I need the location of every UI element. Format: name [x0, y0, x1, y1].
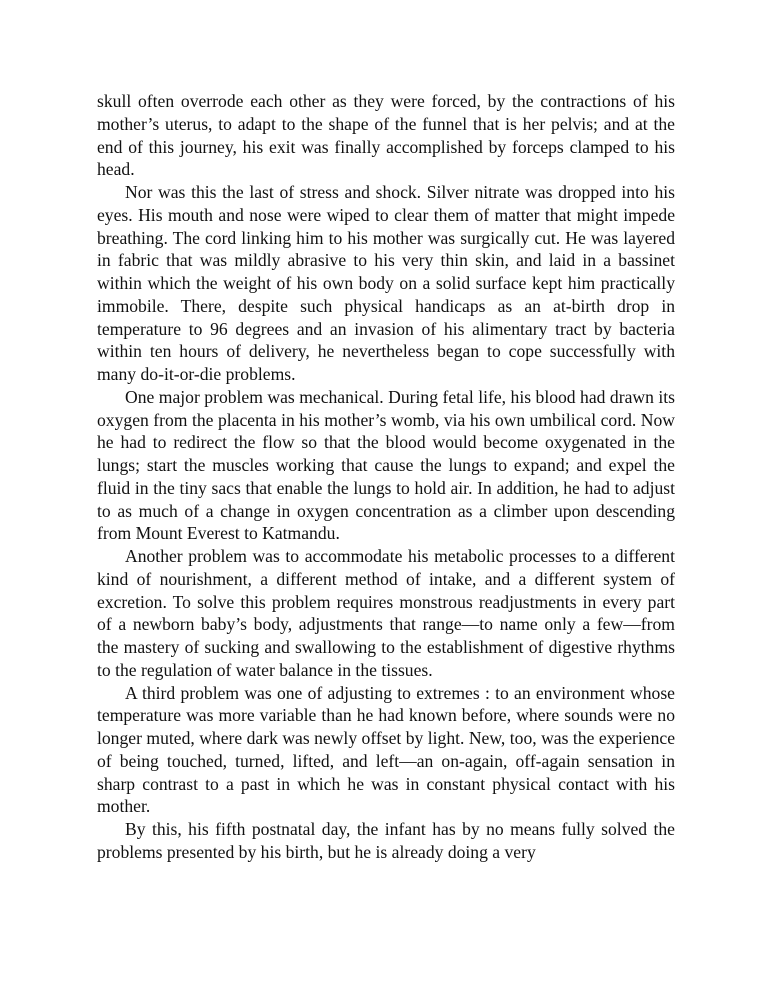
paragraph-continued: skull often overrode each other as they were forced, by the contractions of his mother’s uterus, to adapt to the shape of the funnel that is her pelvis; and at the end of this journey, his exit was finally accomplished by forceps clamped to his head.	[97, 91, 675, 180]
paragraph-fifth-day: By this, his fifth postnatal day, the infant has by no means fully solved the problems presented by his birth, but he is already doing a very	[97, 819, 675, 862]
page-body	[97, 90, 675, 864]
paragraph-extremes-problem: A third problem was one of adjusting to extremes : to an environment whose temperature was more variable than he had known before, where sounds were no longer muted, where dark was newly offset by light. New, too, was the experience of being touched, turned, lifted, and left—an on-again, off-again sensation in sharp contrast to a past in which he was in constant physical contact with his mother.	[97, 682, 675, 817]
paragraph-stress-and-shock: Nor was this the last of stress and shock. Silver nitrate was dropped into his eyes. His mouth and nose were wiped to clear them of matter that might impede breathing. The cord linking him to his mother was surgically cut. He was layered in fabric that was mildly abrasive to his very thin skin, and laid in a bassinet within which the weight of his own body on a solid surface kept him practically immobile. There, despite such physical handicaps as an at-birth drop in temperature to 96 degrees and an invasion of his alimentary tract by bacteria within ten hours of delivery, he nevertheless began to cope successfully with many do-it-or-die problems.	[97, 182, 675, 384]
paragraph-mechanical-problem: One major problem was mechanical. During fetal life, his blood had drawn its oxygen from the placenta in his mother’s womb, via his own umbilical cord. Now he had to redirect the flow so that the blood would become oxygenated in the lungs; start the muscles working that cause the lungs to expand; and expel the fluid in the tiny sacs that enable the lungs to hold air. In addition, he had to adjust to as much of a change in oxygen concentration as a climber upon descending from Mount Everest to Katmandu.	[97, 386, 675, 544]
paragraph-metabolic-problem: Another problem was to accommodate his metabolic processes to a different kind of nourishment, a different method of intake, and a different system of excretion. To solve this problem requires monstrous readjustments in every part of a newborn baby’s body, adjustments that range—to name only a few—from the mastery of sucking and swallowing to the establishment of digestive rhythms to the regulation of water balance in the tissues.	[97, 546, 675, 680]
